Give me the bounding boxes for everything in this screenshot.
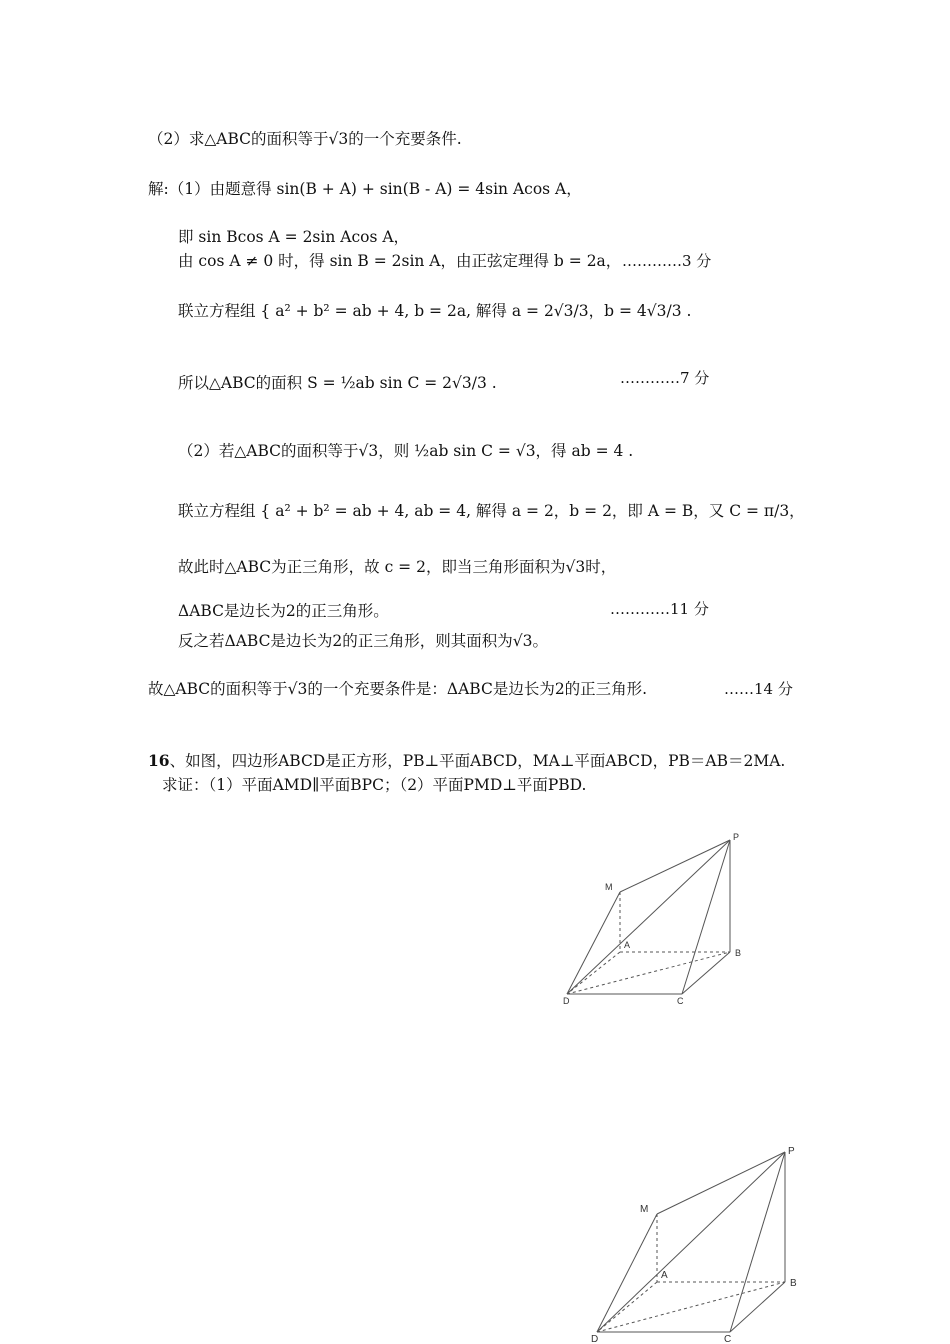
label-D: D: [563, 996, 570, 1006]
score-7: …………7 分: [620, 369, 710, 387]
score-11: …………11 分: [610, 600, 709, 618]
problem-16-line-2: 求证：（1）平面AMD∥平面BPC；（2）平面PMD⊥平面PBD.: [162, 776, 587, 794]
solution-line-2: 即 sin Bcos A = 2sin Acos A，: [178, 228, 410, 246]
label-M: M: [605, 882, 613, 892]
geometry-figure-2: [585, 1140, 815, 1344]
geometry-figure-1: [555, 828, 755, 1010]
solution-line-5: 所以△ABC的面积 S = ½ab sin C = 2√3/3 .: [178, 374, 497, 392]
label-P: P: [733, 832, 740, 842]
label-A: A: [661, 1270, 668, 1281]
solution-line-4: 联立方程组 { a² + b² = ab + 4, b = 2a, 解得 a = 2√3/3，b = 4√3/3 .: [178, 302, 692, 320]
score-3: …………3 分: [622, 252, 712, 270]
label-C: C: [677, 996, 684, 1006]
problem-number: 16: [148, 751, 170, 770]
score-14: ……14 分: [724, 680, 793, 698]
solution-line-8: 故此时△ABC为正三角形，故 c = 2，即当三角形面积为√3时，: [178, 558, 617, 576]
solution-line-6: （2）若△ABC的面积等于√3，则 ½ab sin C = √3，得 ab = 4 .: [178, 442, 634, 460]
solution-line-1: 解:（1）由题意得 sin(B + A) + sin(B - A) = 4sin Acos A，: [148, 180, 582, 198]
label-C: C: [724, 1334, 732, 1344]
label-P: P: [788, 1146, 795, 1157]
label-D: D: [591, 1334, 599, 1344]
label-B: B: [790, 1278, 797, 1289]
solution-line-3: 由 cos A ≠ 0 时，得 sin B = 2sin A，由正弦定理得 b = 2a，: [178, 252, 622, 270]
problem-16-line-1: [148, 750, 785, 772]
solution-line-10: 反之若ΔABC是边长为2的正三角形，则其面积为√3。: [178, 632, 549, 650]
solution-line-11: 故△ABC的面积等于√3的一个充要条件是：ΔABC是边长为2的正三角形.: [148, 680, 648, 698]
solution-line-9: ΔABC是边长为2的正三角形。: [178, 602, 389, 620]
label-M: M: [640, 1204, 649, 1215]
label-A: A: [624, 940, 631, 950]
solution-line-7: 联立方程组 { a² + b² = ab + 4, ab = 4, 解得 a = 2，b = 2，即 A = B，又 C = π/3，: [178, 502, 805, 520]
label-B: B: [735, 948, 742, 958]
part2-question: （2）求△ABC的面积等于√3的一个充要条件.: [148, 130, 462, 148]
problem-16-statement: 、如图，四边形ABCD是正方形，PB⊥平面ABCD，MA⊥平面ABCD，PB＝AB＝2MA.: [169, 752, 786, 770]
